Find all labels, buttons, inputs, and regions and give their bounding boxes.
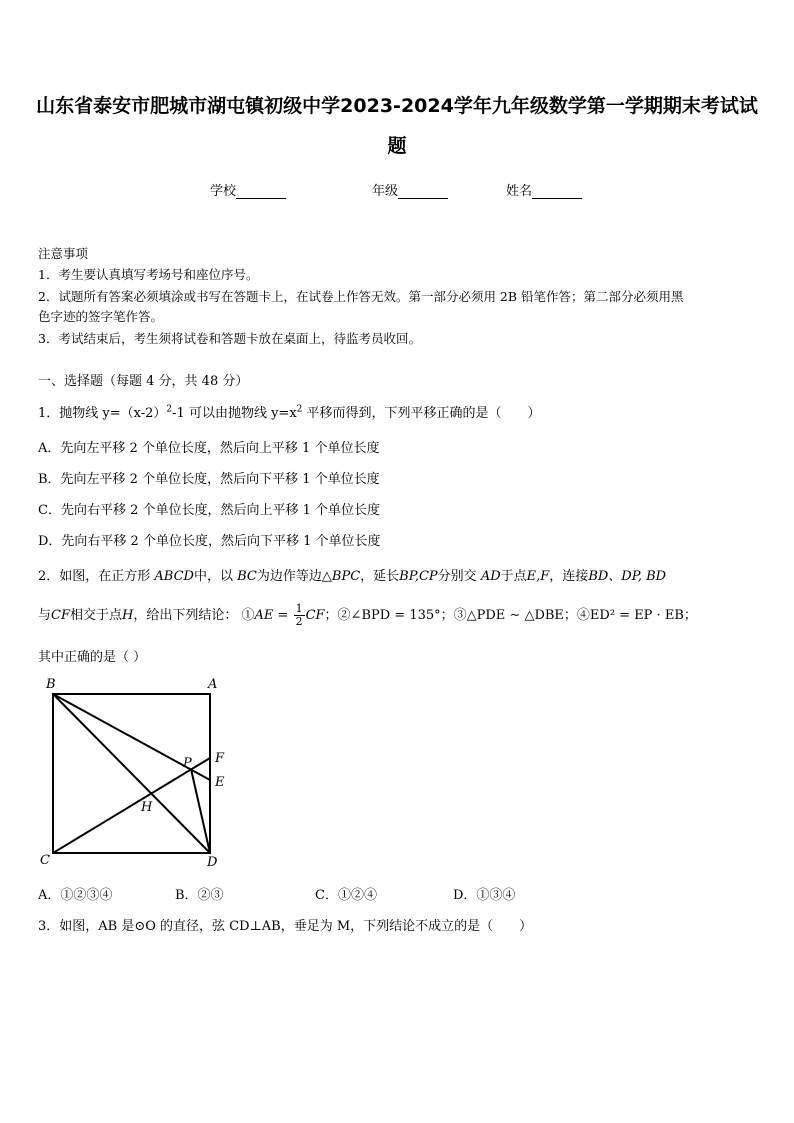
label-p: P: [183, 756, 192, 771]
school-blank[interactable]: [236, 184, 286, 199]
label-f: F: [215, 751, 225, 766]
q2-math: H: [122, 608, 134, 623]
q2-text: 与: [38, 608, 52, 623]
q2-text: ，给出下列结论：: [133, 608, 238, 623]
notice-item-2: 2．试题所有答案必须填涂或书写在答题卡上，在试卷上作答无效。第一部分必须用 2B 铅笔作答；第二部分必须用黑: [38, 289, 684, 304]
question-2-line-1: [38, 565, 666, 584]
q2-math: E,F: [526, 569, 550, 584]
grade-blank[interactable]: [398, 184, 448, 199]
q1-stem-part: 1．抛物线 y=（x-2）: [38, 406, 167, 421]
q1-option-b[interactable]: B．先向左平移 2 个单位长度，然后向下平移 1 个单位长度: [38, 472, 380, 487]
q2-option-b[interactable]: B．②③: [175, 888, 224, 903]
name-blank[interactable]: [532, 184, 582, 199]
notice-item-1: 1．考生要认真填写考场号和座位序号。: [38, 267, 259, 282]
q2-text: 分别交: [437, 569, 477, 584]
name-label: 姓名: [506, 184, 533, 199]
question-2-line-2: [38, 602, 697, 630]
notice-item-2-cont: 色字迹的签字笔作答。: [38, 309, 164, 324]
q1-exponent: 2: [296, 404, 303, 415]
q1-stem-part: -1 可以由抛物线 y=x: [172, 406, 297, 421]
label-h: H: [141, 800, 153, 815]
question-3-stem: 3．如图，AB 是⊙O 的直径，弦 CD⊥AB，垂足为 M，下列结论不成立的是（ ）: [38, 919, 533, 934]
notice-heading: 注意事项: [38, 246, 89, 261]
q2-math: BPC: [331, 569, 361, 584]
q2-math: BC: [237, 569, 257, 584]
segment-bd: [53, 694, 210, 853]
question-1-stem: [38, 402, 541, 421]
q1-stem-part: 平移而得到，下列平移正确的是（ ）: [302, 406, 541, 421]
q2-math: BP,CP: [399, 569, 438, 584]
q2-text: ，连接: [549, 569, 589, 584]
q2-text: 为边作等边△: [256, 569, 332, 584]
q1-option-a[interactable]: A．先向左平移 2 个单位长度，然后向上平移 1 个单位长度: [38, 441, 380, 456]
school-label: 学校: [210, 184, 237, 199]
title-line-1: 山东省泰安市肥城市湖屯镇初级中学2023-2024学年九年级数学第一学期期末考试试: [36, 95, 758, 117]
section-heading: 一、选择题（每题 4 分，共 48 分）: [38, 374, 249, 389]
fraction-numerator: 1: [295, 602, 303, 615]
segment-pd: [191, 769, 210, 853]
q1-option-d[interactable]: D．先向右平移 2 个单位长度，然后向下平移 1 个单位长度: [38, 534, 381, 549]
q2-math: BD、DP, BD: [588, 569, 667, 584]
label-c: C: [40, 853, 50, 868]
q2-math: AD: [480, 569, 501, 584]
q2-text: 相交于点: [69, 608, 122, 623]
label-a: A: [208, 677, 218, 692]
notice-item-3: 3．考试结束后，考生须将试卷和答题卡放在桌面上，待监考员收回。: [38, 331, 421, 346]
q2-text: 中，以: [193, 569, 233, 584]
grade-field[interactable]: [372, 180, 448, 199]
q2-option-d[interactable]: D．①③④: [453, 888, 516, 903]
name-field[interactable]: [506, 180, 582, 199]
question-2-line-3: 其中正确的是（ ）: [38, 650, 147, 665]
q1-option-c[interactable]: C．先向右平移 2 个单位长度，然后向上平移 1 个单位长度: [38, 503, 381, 518]
q2-text: =: [273, 608, 293, 623]
q2-text: ，延长: [360, 569, 400, 584]
label-d: D: [207, 855, 218, 870]
q2-text: 于点: [500, 569, 527, 584]
student-info-row: [0, 180, 794, 202]
q2-option-c[interactable]: C．①②④: [315, 888, 377, 903]
q2-text: 2．如图，在正方形: [38, 569, 151, 584]
square-geometry-figure: [36, 672, 236, 872]
q2-conclusions: ；②∠BPD = 135°；③△PDE ∼ △DBE；④ED² = EP · EB；: [324, 608, 697, 623]
q2-math: AE: [254, 608, 274, 623]
title-line-2: 题: [387, 135, 407, 157]
school-field[interactable]: [210, 180, 286, 199]
page-title: [30, 86, 764, 166]
label-b: B: [46, 677, 56, 692]
fraction-denominator: 2: [295, 615, 303, 628]
q2-conclusion-marker: ①: [241, 608, 255, 623]
q1-exponent: 2: [166, 404, 173, 415]
q2-math: CF: [51, 608, 70, 623]
q2-math: CF: [305, 608, 325, 623]
q2-math: ABCD: [154, 569, 194, 584]
q2-option-a[interactable]: A．①②③④: [38, 888, 113, 903]
label-e: E: [215, 775, 225, 790]
grade-label: 年级: [372, 184, 399, 199]
fraction-one-half: [294, 603, 305, 628]
